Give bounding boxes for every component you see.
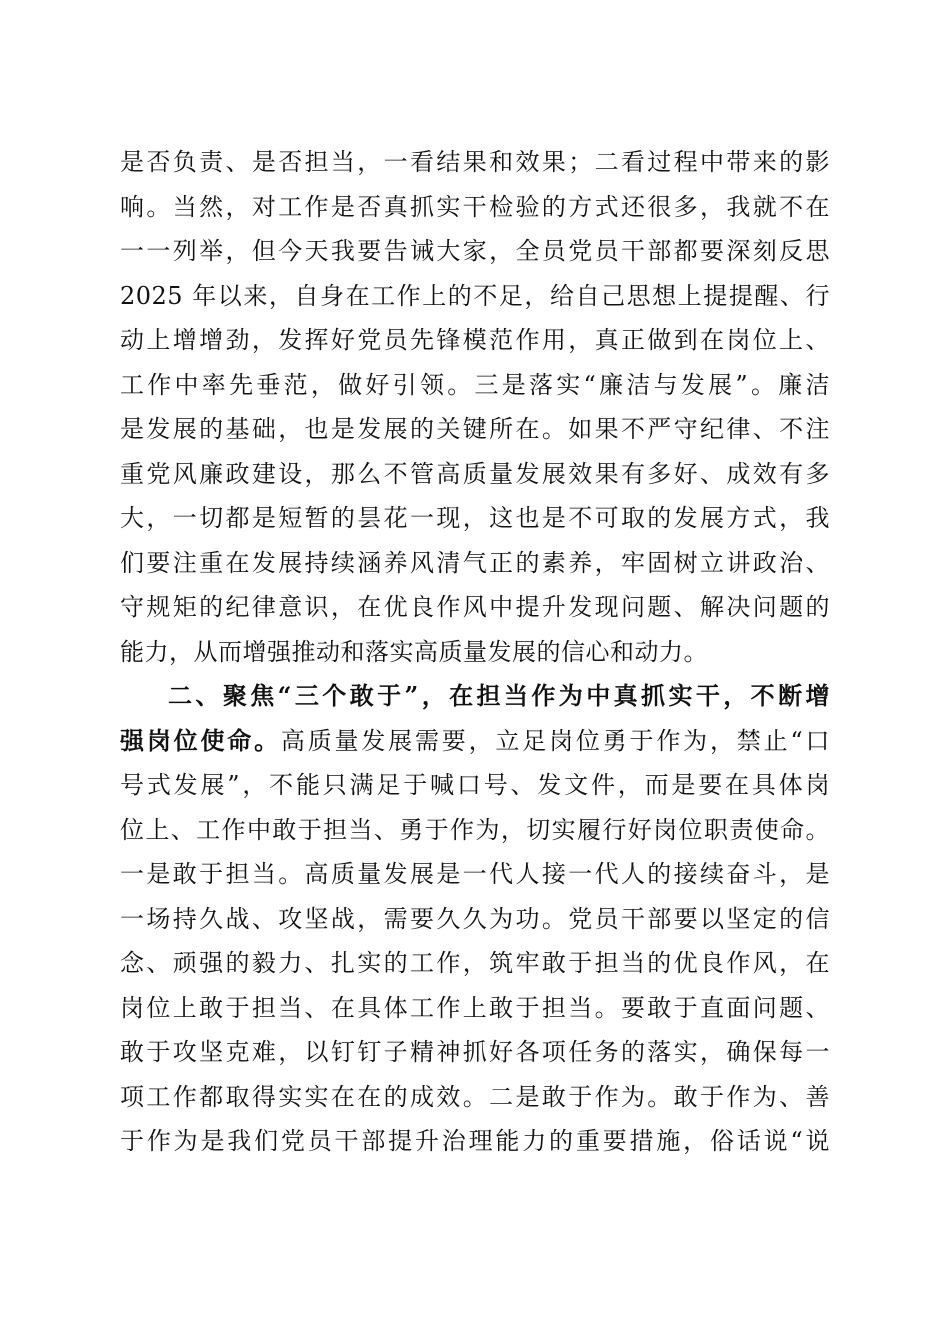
- text-line: 项工作都取得实实在在的成效。二是敢于作为。敢于作为、善: [120, 1082, 830, 1111]
- text-line: 一一列举，但今天我要告诫大家，全员党员干部都要深刻反思: [120, 237, 830, 265]
- text-line: 号式发展”，不能只满足于喊口号、发文件，而是要在具体岗: [120, 771, 830, 799]
- text-line: 守规矩的纪律意识，在优良作风中提升发现问题、解决问题的: [120, 593, 830, 621]
- text-line: 是发展的基础，也是发展的关键所在。如果不严守纪律、不注: [120, 415, 830, 443]
- text-line: 们要注重在发展持续涵养风清气正的素养，牢固树立讲政治、: [120, 548, 830, 577]
- text-run: 高质量发展需要，立足岗位勇于作为，禁止“口: [280, 726, 830, 755]
- text-line: 动上增增劲，发挥好党员先锋模范作用，真正做到在岗位上、: [120, 326, 830, 354]
- text-line: 重党风廉政建设，那么不管高质量发展效果有多好、成效有多: [120, 459, 830, 488]
- heading-continuation-line: [120, 719, 830, 764]
- text-line: 大，一切都是短暂的昙花一现，这也是不可取的发展方式，我: [120, 504, 830, 532]
- body-text: [120, 140, 830, 1164]
- text-line: 响。当然，对工作是否真抓实干检验的方式还很多，我就不在: [120, 192, 830, 221]
- text-line: 能力，从而增强推动和落实高质量发展的信心和动力。: [120, 637, 708, 666]
- section-heading-end: 强岗位使命。: [120, 725, 281, 755]
- text-line: 念、顽强的毅力、扎实的工作，筑牢敢于担当的优良作风，在: [120, 949, 830, 977]
- section-heading: 二、聚焦“三个敢于”，在担当作为中真抓实干，不断增: [168, 681, 830, 710]
- text-line: 敢于攻坚克难，以钉钉子精神抓好各项任务的落实，确保每一: [120, 1038, 830, 1066]
- text-line: 位上、工作中敢于担当、勇于作为，切实履行好岗位职责使命。: [120, 815, 830, 844]
- text-line: 工作中率先垂范，做好引领。三是落实“廉洁与发展”。廉洁: [120, 370, 830, 399]
- text-line: 一是敢于担当。高质量发展是一代人接一代人的接续奋斗，是: [120, 860, 830, 888]
- text-line: 岗位上敢于担当、在具体工作上敢于担当。要敢于直面问题、: [120, 993, 830, 1022]
- text-line: 2025 年以来，自身在工作上的不足，给自己思想上提提醒、行: [120, 281, 830, 310]
- text-line: 于作为是我们党员干部提升治理能力的重要措施，俗话说“说: [120, 1127, 830, 1155]
- text-line: 是否负责、是否担当，一看结果和效果；二看过程中带来的影: [120, 148, 830, 176]
- text-line: 一场持久战、攻坚战，需要久久为功。党员干部要以坚定的信: [120, 904, 830, 933]
